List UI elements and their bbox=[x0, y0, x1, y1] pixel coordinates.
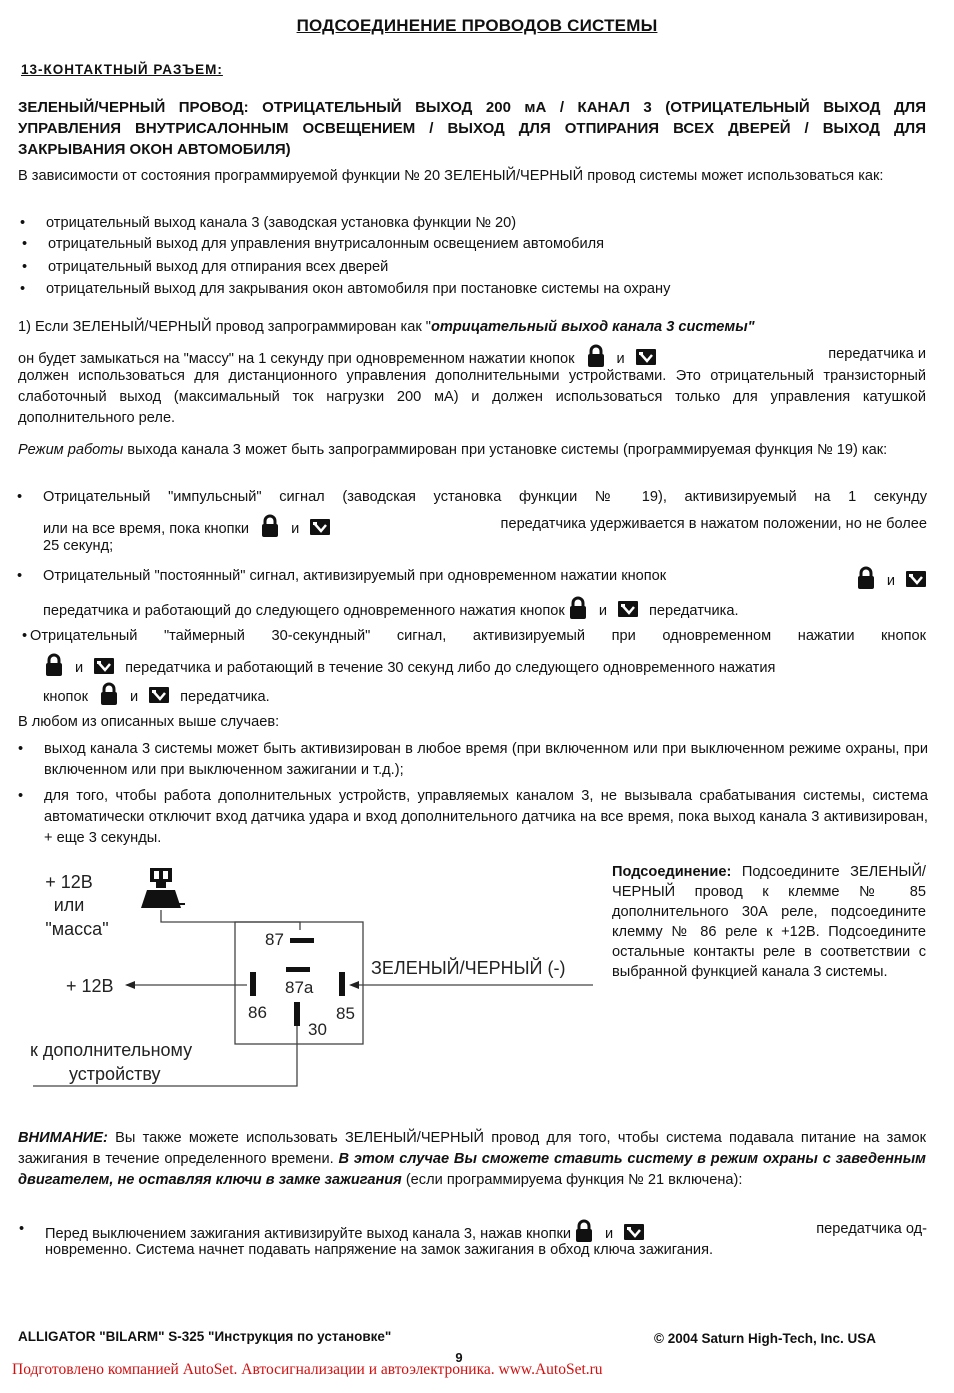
list-item: • отрицательный выход для закрывания окон автомобиля при постановке системы на охрану bbox=[20, 281, 671, 297]
final-bullet-line2: новременно. Система начнет подавать напряжение на замок зажигания в обход ключа зажигания. bbox=[45, 1242, 714, 1258]
pin-30-contact bbox=[294, 1002, 300, 1026]
mode-1-line1: • Отрицательный "импульсный" сигнал (заводская установка функции № 19), активизируемый на 1 секунду bbox=[17, 489, 927, 505]
bottom-label-device-2: устройству bbox=[69, 1064, 161, 1084]
lock-button-icon bbox=[259, 514, 281, 538]
final-bullet-line1: • Перед выключением зажигания активизируйте выход канала 3, нажав кнопки и передатчика од- bbox=[19, 1221, 927, 1242]
lock-button-icon bbox=[585, 344, 607, 368]
relay-wiring-diagram bbox=[25, 860, 610, 1095]
paragraph-1-line1: 1) Если ЗЕЛЕНЫЙ/ЧЕРНЫЙ провод запрограммирован как "отрицательный выход канала 3 системы" bbox=[18, 319, 755, 335]
mode-3-line2: и передатчика и работающий в течение 30 секунд либо до следующего одновременного нажатия bbox=[33, 653, 926, 679]
list-item: • отрицательный выход для управления внутрисалонным освещением автомобиля bbox=[22, 236, 605, 252]
wire-label-green-black: ЗЕЛЕНЫЙ/ЧЕРНЫЙ (-) bbox=[371, 958, 566, 978]
footer-copyright: © 2004 Saturn High-Tech, Inc. USA bbox=[654, 1331, 876, 1346]
paragraph-2: Режим работы выхода канала 3 может быть запрограммирован при установке системы (программируемая функция № 19) как: bbox=[18, 442, 888, 458]
paragraph-1-rest: должен использоваться для дистанционного управления дополнительными устройствами. Это отрицательный транзисторный слаботочный выход (максимальный ток нагрузки 200 мА) и должен использоваться только для управления катушкой дополнительного реле. bbox=[18, 368, 926, 426]
unlock-button-icon bbox=[93, 653, 115, 677]
paragraph-1-line2: он будет замыкаться на "массу" на 1 секунду при одновременном нажатии кнопок и передатчика и bbox=[18, 346, 926, 367]
bottom-label-device-1: к дополнительному bbox=[30, 1040, 193, 1060]
unlock-button-icon bbox=[148, 682, 170, 706]
list-item: • отрицательный выход канала 3 (заводская установка функции № 20) bbox=[20, 215, 517, 231]
pin-30-label: 30 bbox=[308, 1020, 327, 1039]
unlock-button-icon bbox=[309, 514, 331, 538]
pin-86-contact bbox=[250, 972, 256, 996]
mode-2-line1: • Отрицательный "постоянный" сигнал, активизируемый при одновременном нажатии кнопок и bbox=[43, 566, 927, 592]
lock-button-icon bbox=[98, 682, 120, 706]
intro-paragraph: В зависимости от состояния программируемой функции № 20 ЗЕЛЕНЫЙ/ЧЕРНЫЙ провод системы может использоваться как: bbox=[18, 168, 884, 184]
top-label-ground: "масса" bbox=[45, 919, 109, 939]
page-title: ПОДСОЕДИНЕНИЕ ПРОВОДОВ СИСТЕМЫ bbox=[296, 16, 658, 35]
top-label-12v: + 12В bbox=[45, 872, 93, 892]
unlock-button-icon bbox=[905, 566, 927, 590]
pin-87a-label: 87a bbox=[285, 978, 314, 997]
pin-85-label: 85 bbox=[336, 1004, 355, 1023]
list-item: • для того, чтобы работа дополнительных устройств, управляемых каналом 3, не вызывала срабатывания системы, система автоматически отключит вход датчика удара и вход дополнительного датчика на все время, пока выход канала 3 активизирован, + еще 3 секунды. bbox=[18, 788, 928, 846]
warning-paragraph: ВНИМАНИЕ: Вы также можете использовать ЗЕЛЕНЫЙ/ЧЕРНЫЙ провод для того, чтобы система подавала питание на замок зажигания в течение определенного времени. В этом случае Вы сможете ставить систему в режим охраны с заведенным двигателем, не оставляя ключи в замке зажигания (если программируема функция № 21 включена): bbox=[18, 1130, 926, 1188]
connection-note: Подсоединение: Подсоедините ЗЕЛЕНЫЙ/ЧЕРНЫЙ провод к клемме № 85 дополнительного 30А реле, подсоедините клемму № 86 реле к +12В. Подсоедините остальные контакты реле в соответствии с выбранной функцией канала 3 системы. bbox=[612, 864, 926, 980]
fuse-connector-icon bbox=[141, 868, 185, 908]
page-number: 9 bbox=[455, 1350, 463, 1365]
paragraph-3: В любом из описанных выше случаев: bbox=[18, 714, 280, 730]
footer-manual-title: ALLIGATOR "BILARM" S-325 "Инструкция по установке" bbox=[18, 1329, 392, 1344]
pin-85-contact bbox=[339, 972, 345, 996]
unlock-button-icon bbox=[617, 596, 639, 620]
section-heading: ЗЕЛЕНЫЙ/ЧЕРНЫЙ ПРОВОД: ОТРИЦАТЕЛЬНЫЙ ВЫХОД 200 мА / КАНАЛ 3 (ОТРИЦАТЕЛЬНЫЙ ВЫХОД ДЛЯ УПРАВЛЕНИЯ ВНУТРИСАЛОННЫМ ОСВЕЩЕНИЕМ / ВЫХОД ДЛЯ ОТПИРАНИЯ ВСЕХ ДВЕРЕЙ / ВЫХОД ДЛЯ ЗАКРЫВАНИЯ ОКОН АВТОМОБИЛЯ) bbox=[18, 99, 926, 158]
lock-button-icon bbox=[567, 596, 589, 620]
lock-button-icon bbox=[855, 566, 877, 590]
mode-1-line3: 25 секунд; bbox=[43, 538, 114, 554]
pin-87a-contact bbox=[286, 967, 310, 972]
top-label-or: или bbox=[53, 895, 85, 915]
list-item: • отрицательный выход для отпирания всех дверей bbox=[22, 259, 389, 275]
pin-87-label: 87 bbox=[265, 930, 284, 949]
mode-2-line2: передатчика и работающий до следующего одновременного нажатия кнопок и передатчика. bbox=[43, 596, 739, 622]
mode-3-line1: • Отрицательный "таймерный 30-секундный" сигнал, активизируемый при одновременном нажатии кнопок bbox=[22, 628, 926, 644]
unlock-button-icon bbox=[635, 344, 657, 368]
left-label-12v: + 12В bbox=[66, 976, 114, 996]
promo-line: Подготовлено компанией AutoSet. Автосигнализации и автоэлектроника. www.AutoSet.ru bbox=[12, 1361, 603, 1378]
pin-86-label: 86 bbox=[248, 1003, 267, 1022]
section-subtitle: 13-КОНТАКТНЫЙ РАЗЪЕМ: bbox=[21, 62, 223, 77]
lock-button-icon bbox=[43, 653, 65, 677]
mode-1-line2: или на все время, пока кнопки и передатчика удерживается в нажатом положении, но не более bbox=[43, 516, 927, 537]
pin-87-contact bbox=[290, 938, 314, 943]
list-item: • выход канала 3 системы может быть активизирован в любое время (при включенном или при выключенном режиме охраны, при включенном или при выключенном зажигании и т.д.); bbox=[18, 741, 928, 778]
mode-3-line3: кнопок и передатчика. bbox=[43, 682, 270, 708]
